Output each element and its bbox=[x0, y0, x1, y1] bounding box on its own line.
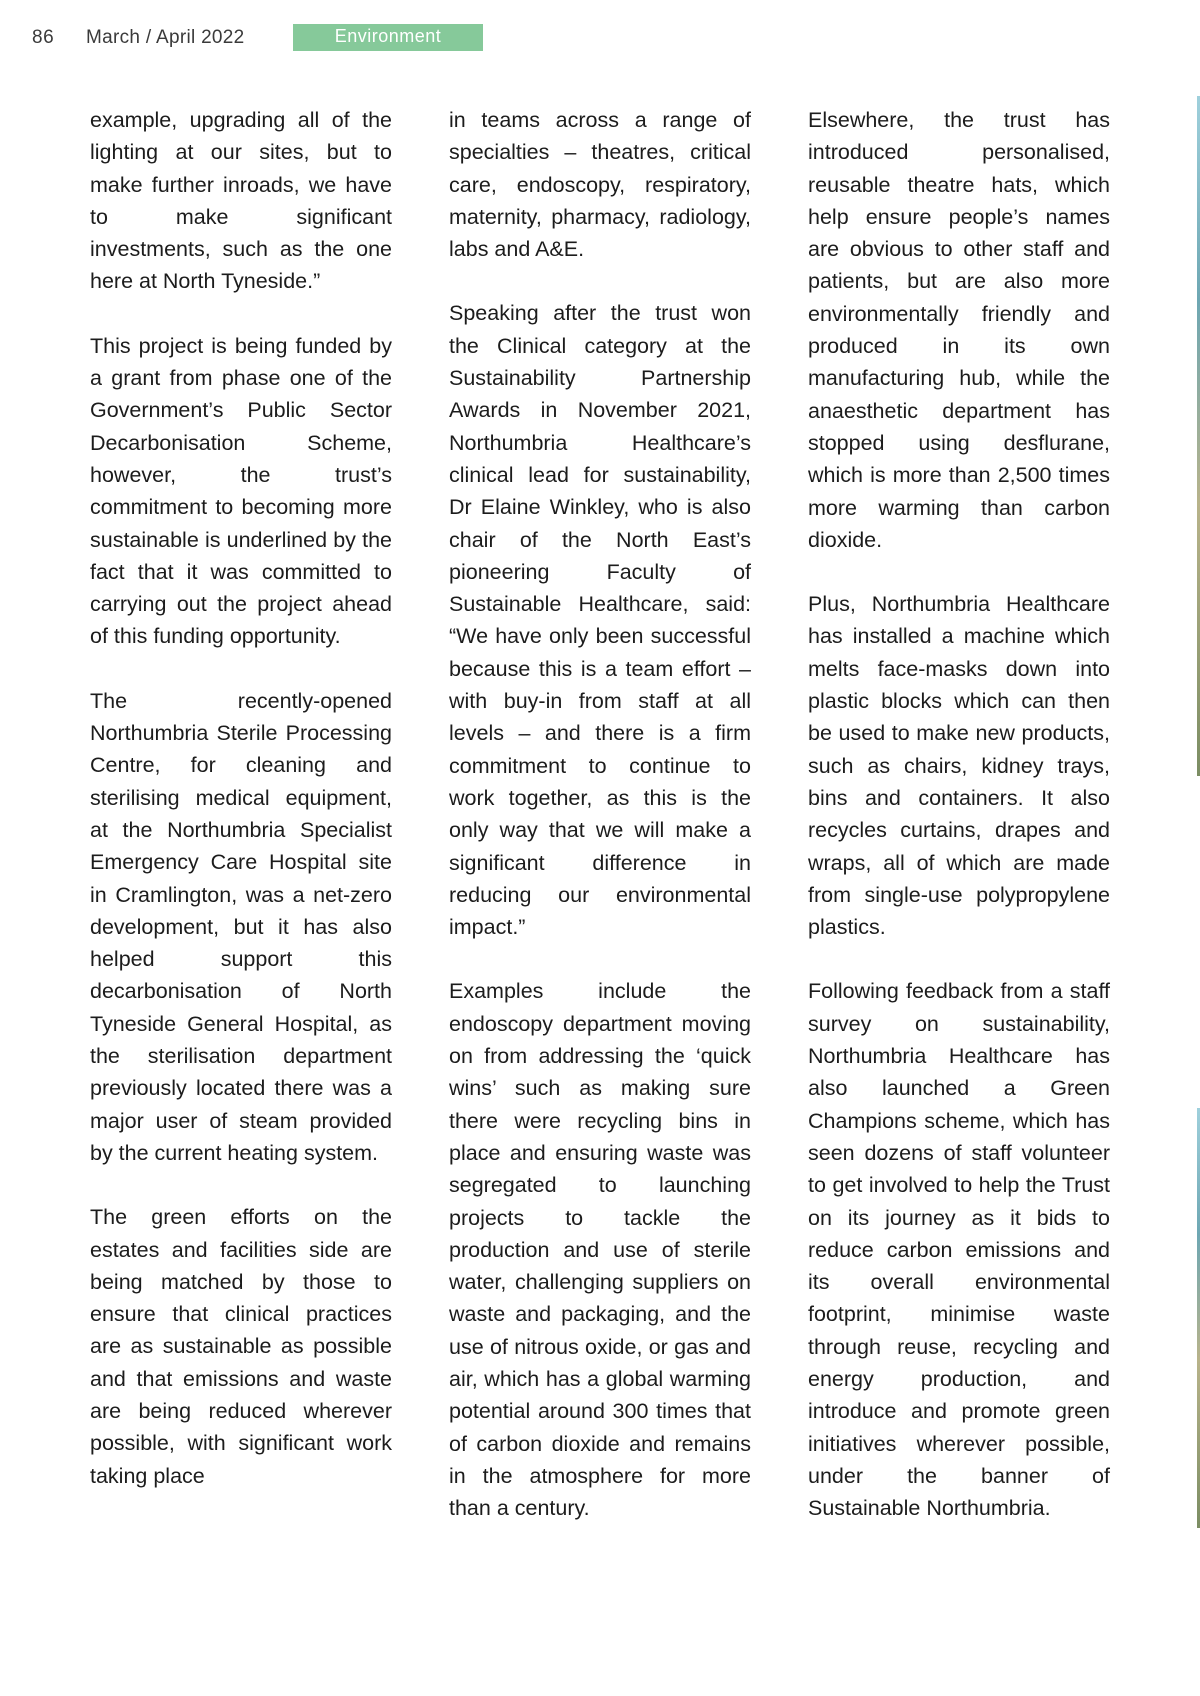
paragraph: Plus, Northumbria Healthcare has installed a machine which melts face-masks down into plastic blocks which can then be used to make new products, such as chairs, kidney trays, bins and containers. It also recycles curtains, drapes and wraps, all of which are made from single-use polypropylene plastics. bbox=[808, 592, 1110, 940]
paragraph: The recently-opened Northumbria Sterile Processing Centre, for cleaning and sterilising medical equipment, at the Northumbria Specialist Emergency Care Hospital site in Cramlington, was a net-zero development, but it has also helped support this decarbonisation of North Tyneside General Hospital, as the sterilisation department previously located there was a major user of steam provided by the current heating system. bbox=[90, 688, 392, 1165]
issue-date: March / April 2022 bbox=[86, 27, 245, 48]
page-number: 86 bbox=[32, 27, 55, 48]
paragraph: in teams across a range of specialties – theatres, critical care, endoscopy, respiratory, maternity, pharmacy, radiology, labs and A&E. bbox=[449, 108, 751, 262]
paragraph: Elsewhere, the trust has introduced personalised, reusable theatre hats, which help ensure people’s names are obvious to other staff and patients, but are also more environmentally friendly and produced in its own manufacturing hub, while the anaesthetic department has stopped using desflurane, which is more than 2,500 times more warming than carbon dioxide. bbox=[808, 108, 1110, 552]
article-body bbox=[90, 104, 1110, 1624]
paragraph: Speaking after the trust won the Clinical category at the Sustainability Partnership Awards in November 2021, Northumbria Healthcare’s clinical lead for sustainability, Dr Elaine Winkley, who is also chair of the North East’s pioneering Faculty of Sustainable Healthcare, said: “We have only been successful because this is a team effort – with buy-in from staff at all levels – and there is a firm commitment to continue to work together, as this is the only way that we will make a significant difference in reducing our environmental impact.” bbox=[449, 301, 751, 940]
paragraph: This project is being funded by a grant from phase one of the Government’s Public Sector Decarbonisation Scheme, however, the trust’s commitment to becoming more sustainable is underlined by the fact that it was committed to carrying out the project ahead of this funding opportunity. bbox=[90, 333, 392, 649]
article-column-1 bbox=[90, 104, 392, 1524]
paragraph: example, upgrading all of the lighting at our sites, but to make further inroads, we have to make significant investments, such as the one here at North Tyneside.” bbox=[90, 108, 392, 294]
article-column-2 bbox=[449, 104, 751, 1556]
paragraph: The green efforts on the estates and facilities side are being matched by those to ensure that clinical practices are as sustainable as possible and that emissions and waste are being reduced wherever possible, with significant work taking place bbox=[90, 1205, 392, 1488]
paragraph: Examples include the endoscopy department moving on from addressing the ‘quick wins’ such as making sure there were recycling bins in place and ensuring waste was segregated to launching projects to tackle the production and use of sterile water, challenging suppliers on waste and packaging, and the use of nitrous oxide, or gas and air, which has a global warming potential around 300 times that of carbon dioxide and remains in the atmosphere for more than a century. bbox=[449, 979, 751, 1521]
page-header bbox=[0, 24, 1200, 52]
article-column-3 bbox=[808, 104, 1110, 1556]
section-tag: Environment bbox=[293, 24, 483, 51]
paragraph: Following feedback from a staff survey on sustainability, Northumbria Healthcare has also launched a Green Champions scheme, which has seen dozens of staff volunteer to get involved to help the Trust on its journey as it bids to reduce carbon emissions and its overall environmental footprint, minimise waste through reuse, recycling and energy production, and introduce and promote green initiatives wherever possible, under the banner of Sustainable Northumbria. bbox=[808, 979, 1110, 1521]
